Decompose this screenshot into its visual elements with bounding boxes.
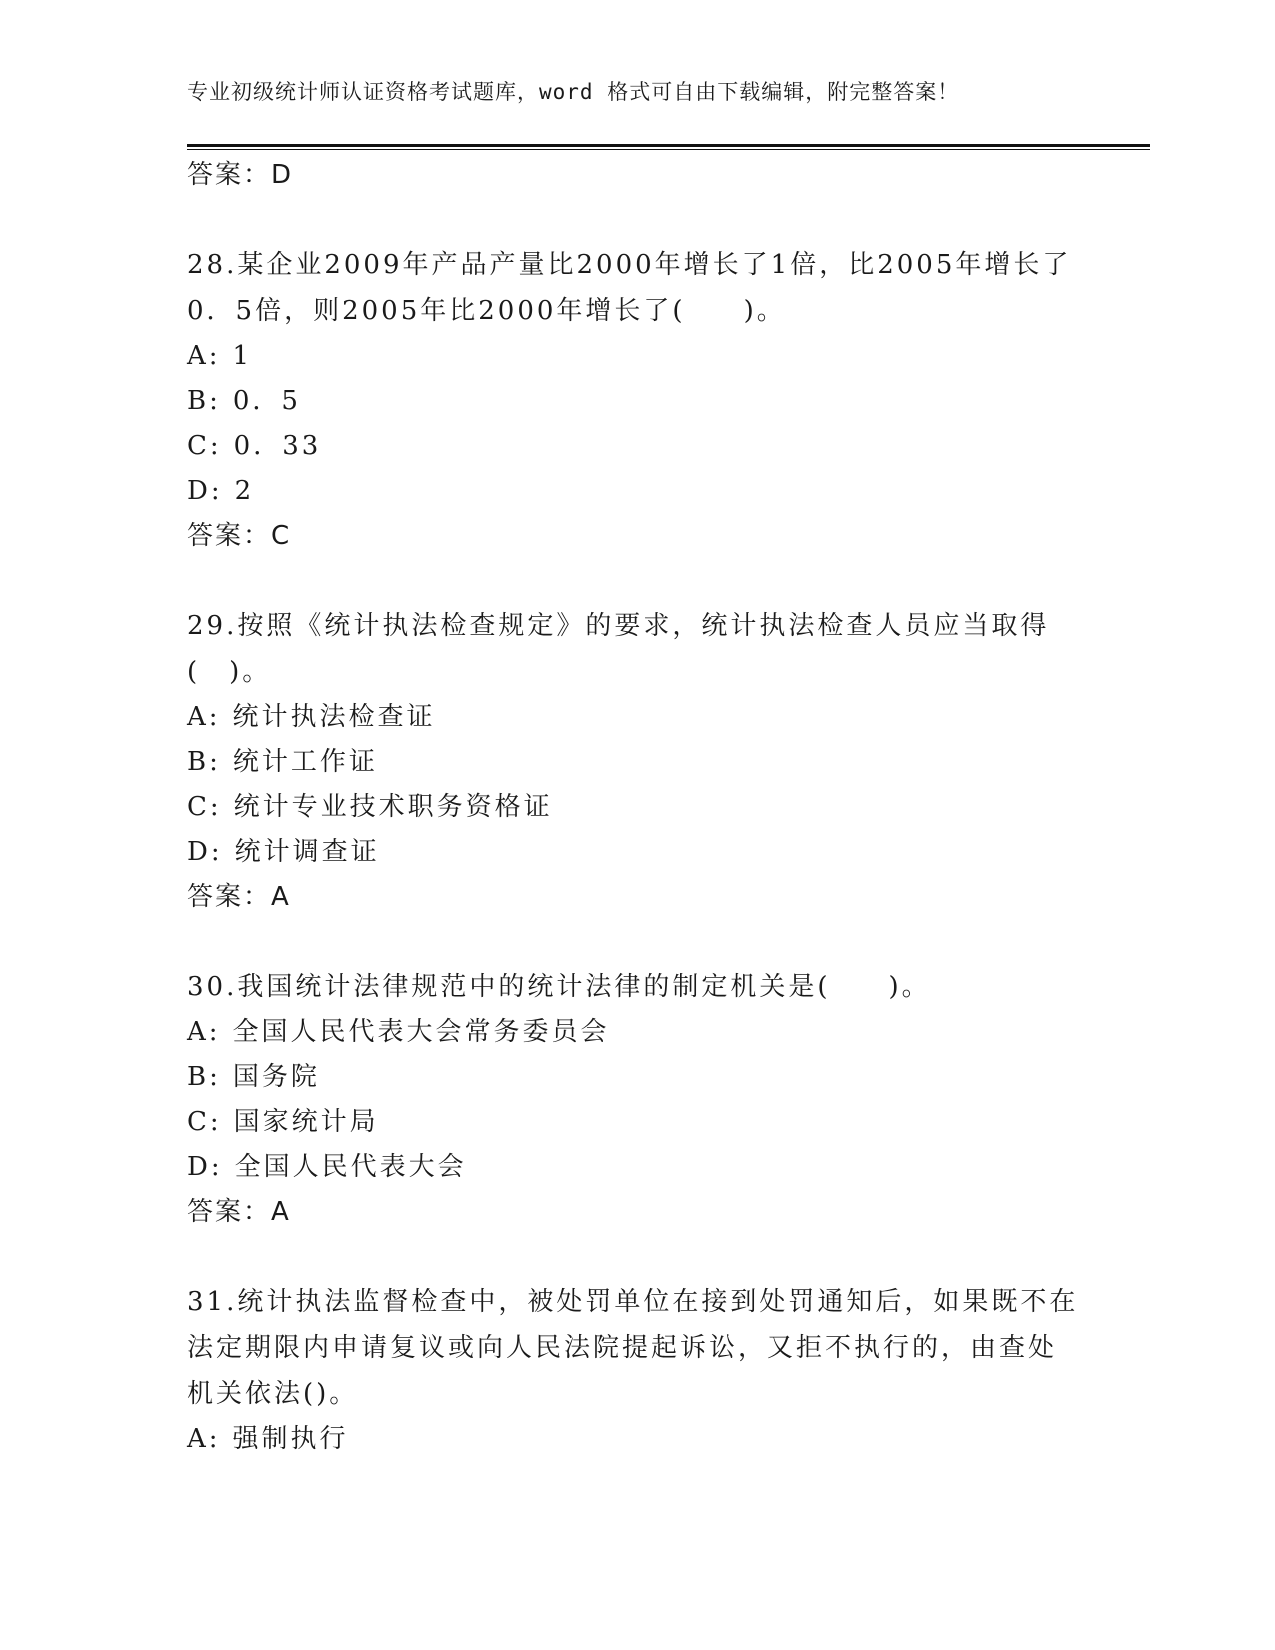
option-c bbox=[187, 785, 1087, 830]
option-key: A: bbox=[187, 1424, 221, 1454]
header-rule-thick bbox=[187, 144, 1150, 147]
option-text: 国家统计局 bbox=[233, 1107, 379, 1137]
option-c bbox=[187, 1100, 1087, 1145]
option-a bbox=[187, 334, 1087, 379]
option-text: 全国人民代表大会常务委员会 bbox=[232, 1017, 610, 1047]
question-text: 29.按照《统计执法检查规定》的要求，统计执法检查人员应当取得( )。 bbox=[187, 611, 1050, 687]
option-d bbox=[187, 1145, 1087, 1190]
option-d bbox=[187, 469, 1087, 514]
option-key: C: bbox=[187, 792, 222, 822]
document-body bbox=[187, 153, 1087, 1462]
option-key: B: bbox=[187, 1062, 221, 1092]
option-key: C: bbox=[187, 1107, 222, 1137]
question-text: 31.统计执法监督检查中，被处罚单位在接到处罚通知后，如果既不在法定期限内申请复议或向人民法院提起诉讼，又拒不执行的，由查处机关依法()。 bbox=[187, 1287, 1079, 1409]
option-b bbox=[187, 740, 1087, 785]
header-rule-thin bbox=[187, 149, 1150, 150]
option-d bbox=[187, 830, 1087, 875]
option-text: 统计调查证 bbox=[234, 837, 380, 867]
option-key: C: bbox=[187, 431, 222, 461]
option-a bbox=[187, 695, 1087, 740]
option-text: 统计工作证 bbox=[232, 747, 378, 777]
answer-line: 答案：D bbox=[187, 160, 294, 190]
option-key: A: bbox=[187, 1017, 221, 1047]
option-text: 0．33 bbox=[233, 431, 322, 461]
option-key: D: bbox=[187, 837, 223, 867]
option-b bbox=[187, 1055, 1087, 1100]
option-text: 国务院 bbox=[232, 1062, 320, 1092]
option-a bbox=[187, 1010, 1087, 1055]
question-text: 28.某企业2009年产品产量比2000年增长了1倍，比2005年增长了0．5倍，则2005年比2000年增长了( )。 bbox=[187, 250, 1072, 326]
question-block bbox=[187, 964, 1087, 1235]
question-block bbox=[187, 603, 1087, 920]
option-key: B: bbox=[187, 747, 221, 777]
option-text: 全国人民代表大会 bbox=[234, 1152, 467, 1182]
option-a bbox=[187, 1417, 1087, 1462]
option-key: D: bbox=[187, 1152, 223, 1182]
option-text: 2 bbox=[234, 476, 255, 506]
option-key: D: bbox=[187, 476, 223, 506]
option-text: 统计专业技术职务资格证 bbox=[233, 792, 553, 822]
answer-line: 答案：A bbox=[187, 882, 291, 912]
option-key: A: bbox=[187, 702, 221, 732]
answer-line: 答案：C bbox=[187, 521, 292, 551]
option-text: 统计执法检查证 bbox=[232, 702, 436, 732]
option-b bbox=[187, 379, 1087, 424]
question-block bbox=[187, 242, 1087, 559]
option-key: B: bbox=[187, 386, 221, 416]
question-block bbox=[187, 1279, 1087, 1462]
option-text: 强制执行 bbox=[232, 1424, 349, 1454]
option-key: A: bbox=[187, 341, 221, 371]
option-text: 1 bbox=[232, 341, 253, 371]
option-c bbox=[187, 424, 1087, 469]
page-header: 专业初级统计师认证资格考试题库，word 格式可自由下载编辑，附完整答案！ bbox=[187, 80, 960, 104]
answer-line: 答案：A bbox=[187, 1197, 291, 1227]
question-text: 30.我国统计法律规范中的统计法律的制定机关是( )。 bbox=[187, 972, 931, 1002]
option-text: 0．5 bbox=[232, 386, 301, 416]
